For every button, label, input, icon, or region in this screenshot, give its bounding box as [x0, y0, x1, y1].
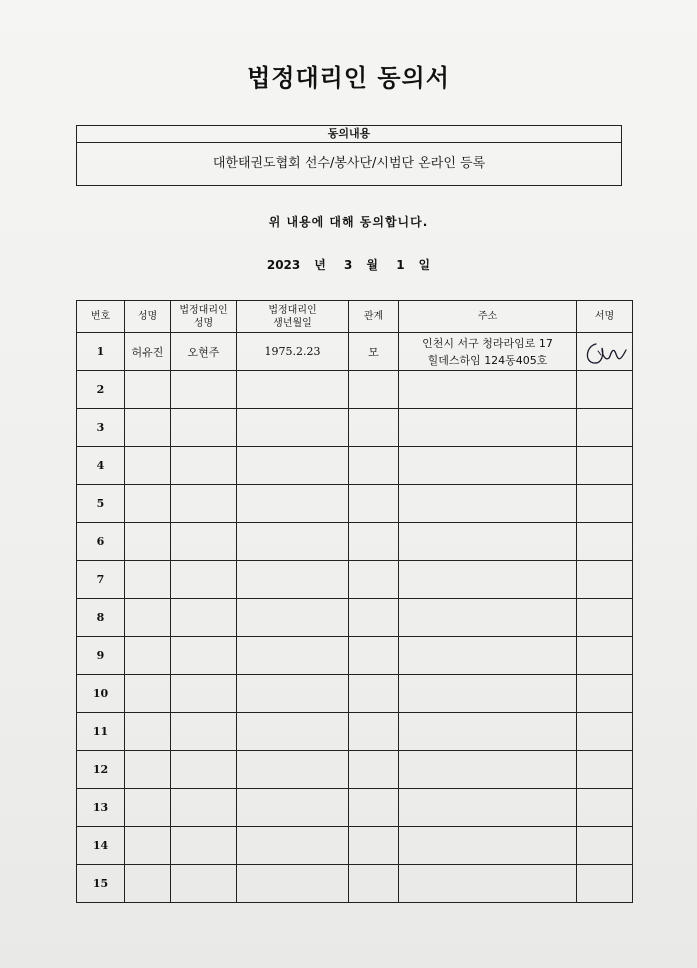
- guardian-birthdate-cell: [237, 485, 349, 523]
- guardian-name-cell: [171, 599, 237, 637]
- address-cell: [399, 599, 577, 637]
- relation-cell: [349, 713, 399, 751]
- guardian-name-cell: [171, 827, 237, 865]
- guardian-name-cell: [171, 485, 237, 523]
- signature-cell: [577, 599, 633, 637]
- guardian-birthdate-cell: [237, 789, 349, 827]
- relation-cell: [349, 865, 399, 903]
- student-name-cell: [125, 447, 171, 485]
- date-month: 3: [344, 258, 353, 272]
- student-name-cell: [125, 371, 171, 409]
- guardian-birthdate-cell: [237, 371, 349, 409]
- student-name-cell: [125, 865, 171, 903]
- address-line1: 인천시 서구 청라라임로 17: [422, 336, 553, 350]
- table-row: [77, 751, 633, 789]
- row-number: 4: [77, 447, 125, 485]
- guardian-birthdate-cell: [237, 675, 349, 713]
- row-number: 12: [77, 751, 125, 789]
- signature-cell: [577, 561, 633, 599]
- consent-box: [76, 125, 622, 186]
- guardian-name-cell: [171, 751, 237, 789]
- row-number: 7: [77, 561, 125, 599]
- row-number: 1: [77, 333, 125, 371]
- relation: 모: [349, 333, 399, 371]
- row-number: 11: [77, 713, 125, 751]
- address-cell: [399, 713, 577, 751]
- guardian-birthdate-cell: [237, 523, 349, 561]
- table-row: [77, 561, 633, 599]
- guardian-birthdate-cell: [237, 751, 349, 789]
- student-name-cell: [125, 637, 171, 675]
- table-row: [77, 637, 633, 675]
- address-cell: [399, 789, 577, 827]
- consent-header: 동의내용: [77, 126, 621, 143]
- guardian-name-cell: [171, 371, 237, 409]
- row-number: 14: [77, 827, 125, 865]
- handwritten-signature: [580, 336, 630, 368]
- row-number: 8: [77, 599, 125, 637]
- signature-cell: [577, 371, 633, 409]
- header-guardian-birth-line2: 생년월일: [273, 317, 312, 329]
- guardian-name-cell: [171, 637, 237, 675]
- relation-cell: [349, 675, 399, 713]
- row-number: 6: [77, 523, 125, 561]
- relation-cell: [349, 409, 399, 447]
- student-name-cell: [125, 827, 171, 865]
- guardian-birthdate-cell: [237, 865, 349, 903]
- row-number: 2: [77, 371, 125, 409]
- signature-cell: [577, 523, 633, 561]
- signature-cell: [577, 409, 633, 447]
- student-name-cell: [125, 561, 171, 599]
- date-year-unit: 년: [314, 258, 326, 272]
- guardian-name-cell: [171, 523, 237, 561]
- address-cell: [399, 371, 577, 409]
- header-guardian-name: [171, 301, 237, 333]
- signature-cell: [577, 713, 633, 751]
- relation-cell: [349, 371, 399, 409]
- address-cell: [399, 751, 577, 789]
- date-month-unit: 월: [366, 258, 378, 272]
- signature-cell: [577, 865, 633, 903]
- table-row: [77, 447, 633, 485]
- relation-cell: [349, 485, 399, 523]
- signature-cell: [577, 447, 633, 485]
- student-name-cell: [125, 523, 171, 561]
- document-date: [0, 256, 697, 273]
- signature: [577, 333, 633, 371]
- student-name-cell: [125, 713, 171, 751]
- student-name: 허유진: [125, 333, 171, 371]
- table-row: [77, 599, 633, 637]
- header-address: 주소: [399, 301, 577, 333]
- signature-cell: [577, 675, 633, 713]
- header-guardian-name-line1: 법정대리인: [179, 304, 228, 316]
- date-day-unit: 일: [418, 258, 431, 272]
- table-row: [77, 333, 633, 371]
- guardian-birthdate-cell: [237, 561, 349, 599]
- table-row: [77, 371, 633, 409]
- relation-cell: [349, 561, 399, 599]
- consent-text: 대한태권도협회 선수/봉사단/시범단 온라인 등록: [212, 156, 486, 171]
- student-name-cell: [125, 485, 171, 523]
- header-relation: 관계: [349, 301, 399, 333]
- student-name-cell: [125, 675, 171, 713]
- table-row: [77, 675, 633, 713]
- signature-cell: [577, 789, 633, 827]
- address-cell: [399, 637, 577, 675]
- relation-cell: [349, 523, 399, 561]
- date-year: 2023: [266, 258, 301, 272]
- guardian-birthdate: 1975.2.23: [237, 333, 349, 371]
- header-signature: 서명: [577, 301, 633, 333]
- relation-cell: [349, 447, 399, 485]
- student-name-cell: [125, 409, 171, 447]
- student-name-cell: [125, 599, 171, 637]
- guardian-name-cell: [171, 865, 237, 903]
- address: [399, 333, 577, 371]
- guardian-name: 오현주: [171, 333, 237, 371]
- header-guardian-birth: [237, 301, 349, 333]
- guardian-birthdate-cell: [237, 637, 349, 675]
- guardian-birthdate-cell: [237, 409, 349, 447]
- date-day: 1: [396, 258, 405, 272]
- row-number: 5: [77, 485, 125, 523]
- table-row: [77, 485, 633, 523]
- signature-cell: [577, 485, 633, 523]
- row-number: 9: [77, 637, 125, 675]
- student-name-cell: [125, 751, 171, 789]
- address-cell: [399, 561, 577, 599]
- address-cell: [399, 675, 577, 713]
- guardian-name-cell: [171, 675, 237, 713]
- address-cell: [399, 409, 577, 447]
- header-guardian-birth-line1: 법정대리인: [268, 304, 317, 316]
- table-row: [77, 409, 633, 447]
- address-cell: [399, 523, 577, 561]
- row-number: 13: [77, 789, 125, 827]
- student-name-cell: [125, 789, 171, 827]
- guardian-birthdate-cell: [237, 713, 349, 751]
- header-name: 성명: [125, 301, 171, 333]
- guardian-name-cell: [171, 561, 237, 599]
- address-cell: [399, 485, 577, 523]
- header-guardian-name-line2: 성명: [193, 317, 214, 329]
- table-row: [77, 865, 633, 903]
- header-no: 번호: [77, 301, 125, 333]
- row-number: 3: [77, 409, 125, 447]
- signature-cell: [577, 827, 633, 865]
- table-row: [77, 789, 633, 827]
- document-title: 법정대리인 동의서: [247, 64, 450, 92]
- table-header-row: [77, 301, 633, 333]
- address-line2: 힐데스하임 124동405호: [427, 353, 548, 367]
- guardian-name-cell: [171, 447, 237, 485]
- table-row: [77, 827, 633, 865]
- relation-cell: [349, 637, 399, 675]
- guardian-name-cell: [171, 713, 237, 751]
- relation-cell: [349, 751, 399, 789]
- table-row: [77, 523, 633, 561]
- guardian-name-cell: [171, 789, 237, 827]
- relation-cell: [349, 827, 399, 865]
- row-number: 10: [77, 675, 125, 713]
- guardian-birthdate-cell: [237, 447, 349, 485]
- relation-cell: [349, 599, 399, 637]
- guardian-birthdate-cell: [237, 827, 349, 865]
- guardian-name-cell: [171, 409, 237, 447]
- signature-cell: [577, 751, 633, 789]
- agree-statement: 위 내용에 대해 동의합니다.: [268, 215, 429, 229]
- guardian-table: [76, 300, 633, 903]
- address-cell: [399, 865, 577, 903]
- table-row: [77, 713, 633, 751]
- address-cell: [399, 827, 577, 865]
- address-cell: [399, 447, 577, 485]
- signature-cell: [577, 637, 633, 675]
- guardian-birthdate-cell: [237, 599, 349, 637]
- row-number: 15: [77, 865, 125, 903]
- relation-cell: [349, 789, 399, 827]
